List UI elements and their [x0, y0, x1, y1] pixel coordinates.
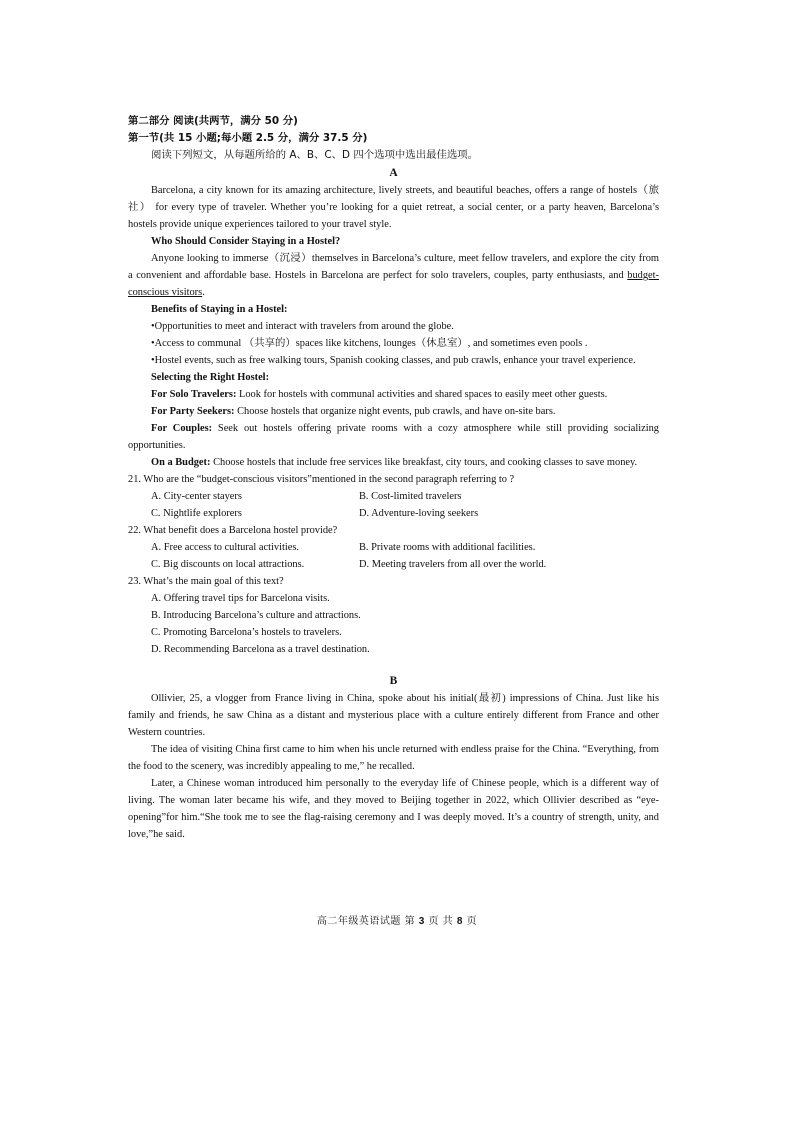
option-22-b: B. Private rooms with additional facilities.: [359, 542, 536, 553]
selection-budget: [128, 454, 659, 471]
passage-b-paragraph-1: Ollivier, 25, a vlogger from France living in China, spoke about his initial(最初) impressions of China. Just like his family and friends, he saw China as a distant and mysterious place with a culture entirely different from France and other Western countries.: [128, 693, 659, 738]
benefit-item-3: •Hostel events, such as free walking tours, Spanish cooking classes, and pub crawls, enhance your travel experience.: [151, 355, 636, 366]
passage-a-heading-benefits: Benefits of Staying in a Hostel:: [151, 304, 288, 315]
passage-a-heading-who: Who Should Consider Staying in a Hostel?: [151, 236, 341, 247]
party-text: Choose hostels that organize night events, pub crawls, and have on-site bars.: [234, 406, 556, 417]
benefit-item-1: •Opportunities to meet and interact with travelers from around the globe.: [151, 321, 454, 332]
option-21-a: A. City-center stayers: [151, 491, 242, 502]
part-heading: 第二部分 阅读(共两节，满分 50 分): [128, 115, 298, 127]
option-23-c: C. Promoting Barcelona’s hostels to travelers.: [151, 627, 342, 638]
paragraph-2-end: .: [202, 287, 205, 298]
footer-suffix: 页: [462, 916, 478, 927]
couples-label: For Couples:: [151, 423, 213, 434]
budget-label: On a Budget:: [151, 457, 211, 468]
passage-b-label: B: [389, 675, 398, 687]
underlined-phrase: budget-conscious visitors: [128, 270, 659, 298]
passage-a-heading-selecting: Selecting the Right Hostel:: [151, 372, 270, 383]
option-21-d: D. Adventure-loving seekers: [359, 508, 479, 519]
party-label: For Party Seekers:: [151, 406, 235, 417]
budget-text: Choose hostels that include free services like breakfast, city tours, and cooking classes to save money.: [210, 457, 638, 468]
passage-a-label: A: [389, 167, 398, 179]
exam-page: [128, 113, 659, 843]
option-23-b: B. Introducing Barcelona’s culture and attractions.: [151, 610, 361, 621]
benefit-item-2: •Access to communal （共享的）spaces like kitchens, lounges（休息室）, and sometimes even pools .: [151, 338, 588, 349]
option-23-a: A. Offering travel tips for Barcelona visits.: [151, 593, 330, 604]
passage-b-paragraph-3: Later, a Chinese woman introduced him personally to the everyday life of Chinese people, which is a different way of living. The woman later became his wife, and they moved to Beijing together in 2022, which Ollivier described as “eye-opening”for him.“She took me to see the flag-raising ceremony and I was deeply moved. It’s a country of strength, unity, and love,”he said.: [128, 778, 659, 840]
question-22-options: [128, 539, 659, 573]
option-21-b: B. Cost-limited travelers: [359, 491, 462, 502]
paragraph-2-text: Anyone looking to immerse（沉浸）themselves in Barcelona’s culture, meet fellow travelers, and explore the city from a convenient and affordable base. Hostels in Barcelona are perfect for solo travelers, couples, party enthusiasts, and: [128, 253, 659, 281]
selection-couples: [128, 420, 659, 454]
question-23: 23. What’s the main goal of this text?: [128, 576, 284, 587]
footer-page-number: 3: [418, 916, 425, 927]
passage-a-paragraph-1: Barcelona, a city known for its amazing architecture, lively streets, and beautiful beaches, offers a range of hostels（旅社） for every type of traveler. Whether you’re looking for a quiet retreat, a social center, or a party heaven, Barcelona’s hostels provide unique experiences tailored to your travel style.: [128, 185, 659, 230]
question-21-options: [128, 488, 659, 522]
solo-text: Look for hostels with communal activities and shared spaces to easily meet other guests.: [236, 389, 608, 400]
option-21-c: C. Nightlife explorers: [151, 508, 242, 519]
option-22-a: A. Free access to cultural activities.: [151, 542, 300, 553]
option-22-d: D. Meeting travelers from all over the world.: [359, 559, 547, 570]
spacer: [128, 658, 659, 672]
solo-label: For Solo Travelers:: [151, 389, 237, 400]
selection-solo: [128, 386, 659, 403]
page-footer: [0, 912, 794, 927]
couples-text: Seek out hostels offering private rooms with a cozy atmosphere while still providing socializing opportunities.: [128, 423, 660, 451]
question-21: 21. Who are the “budget-conscious visitors”mentioned in the second paragraph referring to ?: [128, 474, 515, 485]
option-23-d: D. Recommending Barcelona as a travel destination.: [151, 644, 370, 655]
option-22-c: C. Big discounts on local attractions.: [151, 559, 305, 570]
passage-a-paragraph-2: [128, 250, 659, 301]
passage-b-paragraph-2: The idea of visiting China first came to him when his uncle returned with endless praise for the China. “Everything, from the food to the scenery, was incredibly appealing to me,” he recalled.: [128, 744, 659, 772]
section-heading: 第一节(共 15 小题;每小题 2.5 分，满分 37.5 分): [128, 132, 368, 144]
question-22: 22. What benefit does a Barcelona hostel provide?: [128, 525, 338, 536]
selection-party: [128, 403, 659, 420]
instruction: 阅读下列短文，从每题所给的 A、B、C、D 四个选项中选出最佳选项。: [151, 149, 479, 161]
footer-prefix: 高二年级英语试题 第: [316, 916, 419, 927]
footer-total-pages: 8: [456, 916, 463, 927]
footer-middle: 页 共: [424, 916, 457, 927]
